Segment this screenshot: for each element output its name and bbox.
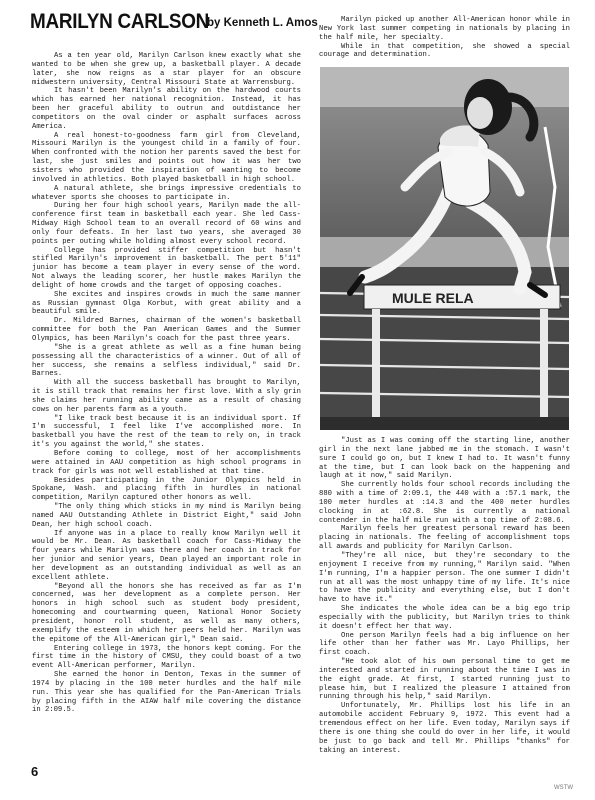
paragraph: Entering college in 1973, the honors kept coming. For the first time in the history of CMSU, they could boast of a two event All-American performer, Marilyn. [32, 644, 301, 671]
paragraph: As a ten year old, Marilyn Carlson knew exactly what she wanted to be when she grew up, a basketball player. A decade later, she now reigns as a star player for an obscure midwestern university, Central Missouri State at Warrensburg. [32, 52, 301, 87]
paragraph: "The only thing which sticks in my mind is Marilyn being named AAU Outstanding Athlete in District Eight," said John Dean, her high school coach. [32, 503, 301, 529]
article-byline: by Kenneth L. Amos [207, 17, 318, 29]
paragraph: She indicates the whole idea can be a big ego trip especially with the publicity, but Marilyn tries to think it doesn't effect her that way. [319, 605, 570, 631]
paragraph: Marilyn feels her greatest personal reward has been placing in nationals. The feeling of accomplishment tops all awards and publicity for Marilyn Carlson. [319, 525, 570, 552]
paragraph: Unfortunately, Mr. Phillips lost his life in an automobile accident February 9, 1972. This event had a tremendous effect on her life. Even today, Marilyn says if there is one thing she could do over in her life, it would be just to go back and tell Mr. Phillips "thanks" for taking an interest. [319, 702, 570, 755]
paragraph: She excites and inspires crowds in much the same manner as Russian gymnast Olga Korbut, with great ability and a beautiful smile. [32, 290, 301, 317]
page-number: 6 [31, 764, 39, 779]
paragraph: "Just as I was coming off the starting line, another girl in the next lane jabbed me in the stomach. I wasn't sure I could go on, but I knew I had to. It wasn't funny at the time, but I can look back on the happening and laugh at it now," said Marilyn. [319, 437, 570, 481]
article-header [30, 10, 320, 38]
paragraph: With all the success basketball has brought to Marilyn, it is still track that remains her first love. With a sly grin she claims her running ability came as a result of chasing cows on her parents farm as a youth. [32, 379, 301, 414]
right-column-top [319, 16, 570, 60]
paragraph: Marilyn picked up another All-American honor while in New York last summer competing in nationals by placing in the half mile, her specialty. [319, 16, 570, 42]
paragraph: It hasn't been Marilyn's ability on the hardwood courts which has earned her national recognition. Instead, it has been her graceful ability to outrun and outdistance her competitors on the oval cinder or asphalt surfaces across America. [32, 87, 301, 131]
paragraph: "Beyond all the honors she has received as far as I'm concerned, was her development as a complete person. Her honors in high school such as student body president, homecoming and courtwarming queen, National Honor Society president, honor roll student, as well as many others, exemplify the esteem in which her peers held her. Marilyn was the epitome of the All-American girl," Dean said. [32, 582, 301, 644]
paragraph: Besides participating in the Junior Olympics held in Spokane, Wash. and placing fifth in hurdles in national competition, Marilyn captured other honors as well. [32, 476, 301, 503]
paragraph: While in that competition, she showed a special courage and determination. [319, 42, 570, 60]
paragraph: If anyone was in a place to really know Marilyn well it would be Mr. Dean. As basketball coach for Cass-Midway the four years while Marilyn was there and her coach in track for her junior and senior years, Dean played an important role in her development as an outstanding individual as well as an excellent athlete. [32, 529, 301, 582]
hurdler-photo [320, 67, 569, 430]
paragraph: During her four high school years, Marilyn made the all-conference first team in basketball each year. She led Cass-Midway High School team to an overall record of 60 wins and only four defeats. In her last two years, she averaged 30 points per outing while holding almost every school record. [32, 202, 301, 246]
paragraph: "They're all nice, but they're secondary to the enjoyment I receive from my running," Marilyn said. "When I'm running, I'm a happier person. The one summer I didn't run at all was the most unhappy time of my life. It's nice to have the publicity and everything else, but I don't have to have it." [319, 551, 570, 605]
article-title: MARILYN CARLSON [30, 10, 210, 33]
paragraph: She currently holds four school records including the 880 with a time of 2:09.1, the 440 with a :57.1 mark, the 100 meter hurdles at :14.3 and the 400 meter hurdles clocking in at :62.8. She is currently a national contender in the half mile run with a top time of 2:08.6. [319, 481, 570, 525]
paragraph: A natural athlete, she brings impressive credentials to whatever sports she chooses to participate in. [32, 184, 301, 202]
left-column [32, 52, 301, 715]
paragraph: "He took alot of his own personal time to get me interested and started in running about the time I was in the eight grade. At first, I started running just to please him, but I realized the pleasure I attained from running through his help," said Marilyn. [319, 658, 570, 702]
right-column-bottom [319, 437, 570, 755]
paragraph: College has provided stiffer competition but hasn't stifled Marilyn's improvement in basketball. The pert 5'11" junior has become a team player in every sense of the word. Not always the leading scorer, her hustle makes Marilyn the delight of home crowds and the target of opposing coaches. [32, 246, 301, 290]
paragraph: She earned the honor in Denton, Texas in the summer of 1974 by placing in the 100 meter hurdles and the half mile run. This year she has qualified for the Pan-American Trials by placing fifth in the AIAW half mile covering the distance in 2:09.5. [32, 671, 301, 715]
hurdle-sign-text: MULE RELA [392, 290, 474, 306]
paragraph: A real honest-to-goodness farm girl from Cleveland, Missouri Marilyn is the youngest child in a family of four. When confronted with the notion her parents saved the best for last, she just smiles and points out how it was her two sisters who provided the inspiration of wanting to become involved in athletics. Both played basketball in high school. [32, 131, 301, 184]
paragraph: Before coming to college, most of her accomplishments were attained in AAU competition as high school programs in track for girls was not well established at that time. [32, 449, 301, 476]
paragraph: Dr. Mildred Barnes, chairman of the women's basketball committee for both the Pan American Games and the Summer Olympics, has been Marilyn's coach for the past three years. [32, 317, 301, 343]
paragraph: "She is a great athlete as well as a fine human being possessing all the characteristics of a winner. Out of all of her success, she remains a selfless individual," said Dr. Barnes. [32, 343, 301, 379]
hurdler-photo-illustration [320, 67, 569, 430]
paragraph: "I like track best because it is an individual sport. If I'm successful, I feel like I've accomplished more. In basketball you have the rest of the team to rely on, in track it's you against the world," she states. [32, 414, 301, 450]
paragraph: One person Marilyn feels had a big influence on her life other than her father was Mr. Layo Phillips, her first coach. [319, 631, 570, 658]
watermark: WSTW [554, 785, 573, 791]
